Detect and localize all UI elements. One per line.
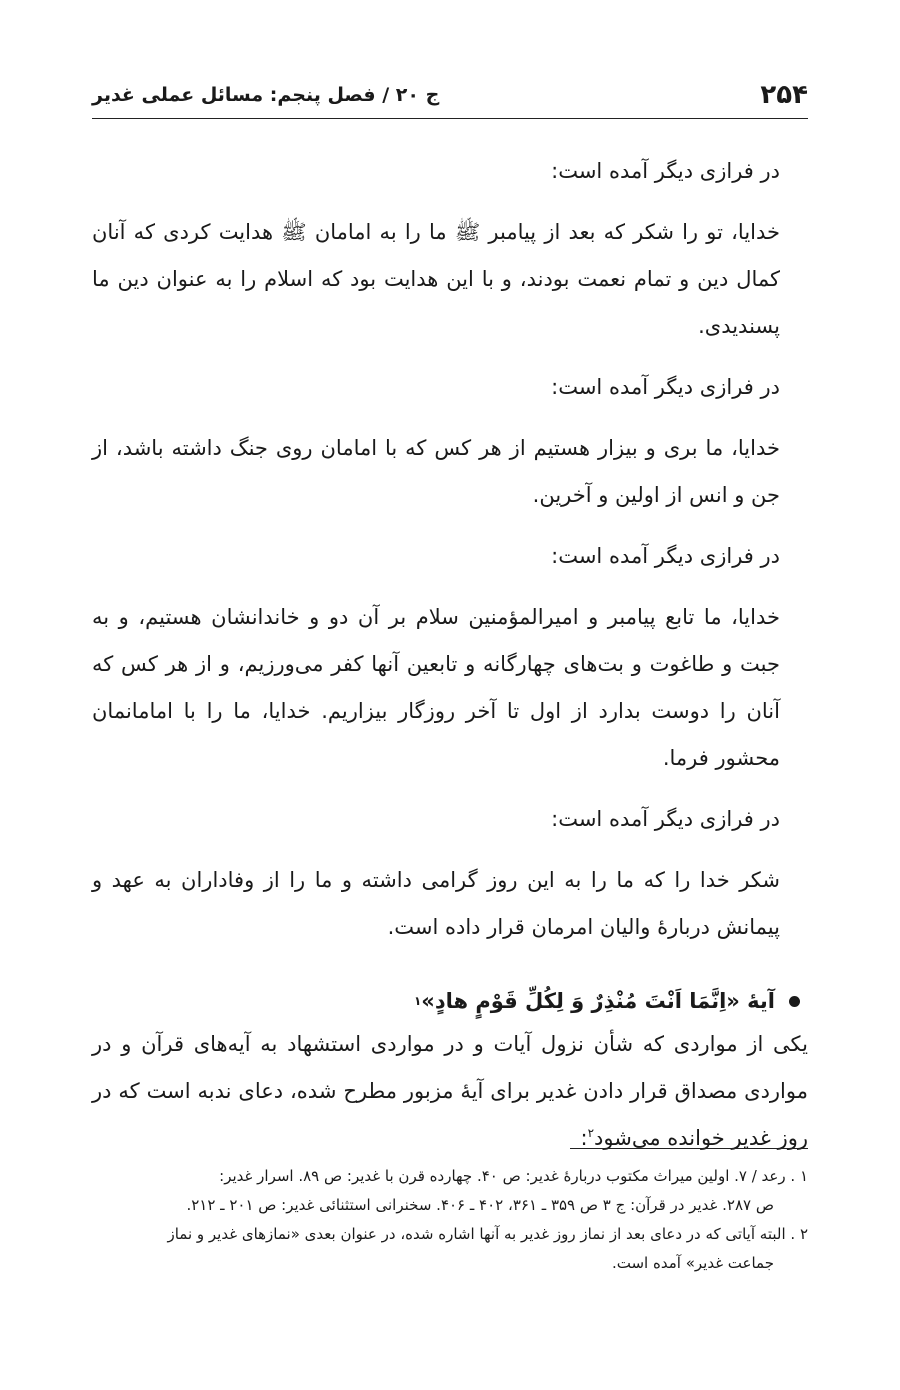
intro-line: در فرازی دیگر آمده است: xyxy=(551,807,780,831)
footnote-ref-2: ۲ xyxy=(587,1126,595,1140)
page-body xyxy=(92,140,808,1162)
intro-line: در فرازی دیگر آمده است: xyxy=(551,375,780,399)
supplication-paragraph: شکر خدا را که ما را به این روز گرامی داشته و ما را از وفاداران به عهد و پیمانش دربارهٔ والیان امرمان قرار داده است. xyxy=(92,868,780,939)
footnotes xyxy=(92,1162,808,1278)
supplication-paragraph: خدایا، ما بری و بیزار هستیم از هر کس که با امامان روی جنگ داشته باشد، از جن و انس از اولین و آخرین. xyxy=(92,436,780,507)
footnote-divider xyxy=(570,1148,808,1149)
footnote-2: ۲ . البته آیاتی که در دعای بعد از نماز روز غدیر به آنها اشاره شده، در عنوان بعدی «نمازهای غدیر و نماز xyxy=(167,1225,808,1243)
section-body-end: : xyxy=(580,1126,588,1150)
book-page xyxy=(92,0,808,1390)
intro-line: در فرازی دیگر آمده است: xyxy=(551,159,780,183)
running-title: ج ۲۰ / فصل پنجم: مسائل عملی غدیر xyxy=(92,84,440,106)
supplication-paragraph: خدایا، تو را شکر که بعد از پیامبر ﷺ ما را به امامان ﷺ هدایت کردی که آنان کمال دین و تمام نعمت بودند، و با این هدایت بود که اسلام را به عنوان دین ما پسندیدی. xyxy=(92,220,780,338)
section-heading-text: آیهٔ «اِنَّمَا اَنْتَ مُنْذِرٌ وَ لِكُلِّ قَوْمٍ هادٍ» xyxy=(421,989,775,1013)
section-heading: آیهٔ «اِنَّمَا اَنْتَ مُنْذِرٌ وَ لِكُلِّ قَوْمٍ هادٍ» ۱ xyxy=(92,981,808,1021)
page-number: ۲۵۴ xyxy=(760,80,808,110)
intro-line: در فرازی دیگر آمده است: xyxy=(551,544,780,568)
section-body xyxy=(92,1021,808,1162)
bullet-icon xyxy=(789,996,800,1007)
supplication-paragraph: خدایا، ما تابع پیامبر و امیرالمؤمنین سلام بر آن دو و خاندانشان هستیم، و به جبت و طاغوت و بت‌های چهارگانه و تابعین آنها کفر می‌ورزیم، و از هر کس که آنان را دوست بدارد از اول تا آخر روزگار بیزاریم. خدایا، ما را با امامانمان محشور فرما. xyxy=(92,605,780,770)
page-header xyxy=(92,72,808,119)
footnote-1-continued: ص ۲۸۷. غدیر در قرآن: ج ۳ ص ۳۵۹ ـ ۳۶۱، ۴۰۲ ـ ۴۰۶. سخنرانی استثنائی غدیر: ص ۲۰۱ ـ ۲۱۲. xyxy=(186,1196,774,1214)
section-body-text: یکی از مواردی که شأن نزول آیات و در مواردی استشهاد به آیه‌های قرآن و در مواردی مصداق قرار دادن غدیر برای آیهٔ مزبور مطرح شده، دعای ندبه است که در روز غدیر خوانده می‌شود xyxy=(92,1032,808,1150)
footnote-2-continued: جماعت غدیر» آمده است. xyxy=(611,1254,774,1272)
footnote-1: ۱ . رعد / ۷. اولین میراث مکتوب دربارهٔ غدیر: ص ۴۰. چهارده قرن با غدیر: ص ۸۹. اسرار غدیر: xyxy=(219,1167,808,1185)
